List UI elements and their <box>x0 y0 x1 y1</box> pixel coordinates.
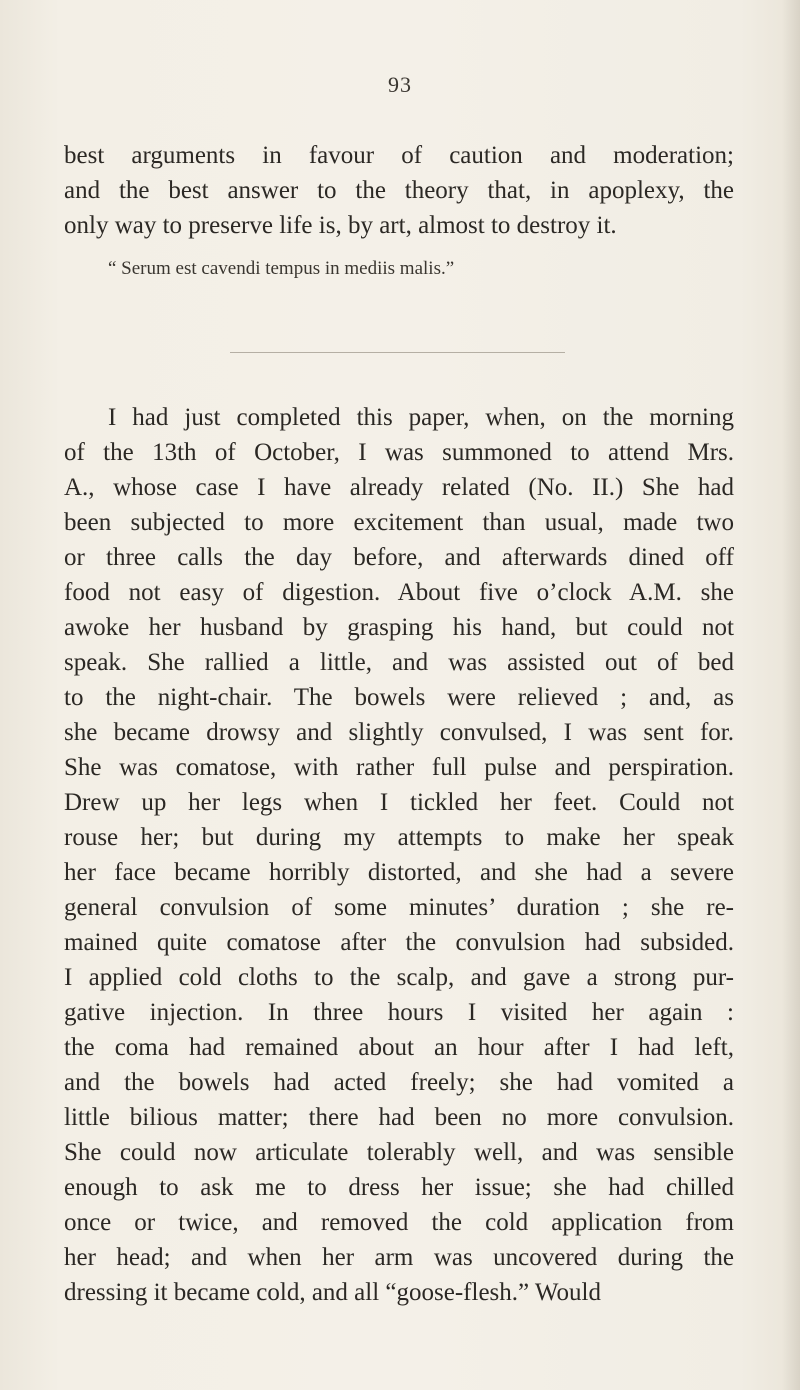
text-line: rouse her; but during my attempts to make her speak <box>64 824 734 851</box>
text-line: mained quite comatose after the convulsion had subsided. <box>64 929 734 956</box>
latin-quote: “ Serum est cavendi tempus in mediis malis.” <box>108 258 455 279</box>
text-line: once or twice, and removed the cold application from <box>64 1209 734 1236</box>
text-line: speak. She rallied a little, and was assisted out of bed <box>64 649 734 676</box>
text-line: her face became horribly distorted, and she had a severe <box>64 859 734 886</box>
text-line: Drew up her legs when I tickled her feet. Could not <box>64 789 734 816</box>
intro-paragraph <box>64 138 734 243</box>
text-line: only way to preserve life is, by art, almost to destroy it. <box>64 212 617 239</box>
page-number: 93 <box>388 72 412 97</box>
text-line: she became drowsy and slightly convulsed, I was sent for. <box>64 719 734 746</box>
text-line: been subjected to more excitement than usual, made two <box>64 509 734 536</box>
text-line: the coma had remained about an hour after I had left, <box>64 1034 734 1061</box>
text-line: of the 13th of October, I was summoned to attend Mrs. <box>64 439 734 466</box>
text-line: She could now articulate tolerably well, and was sensible <box>64 1139 734 1166</box>
text-line: general convulsion of some minutes’ duration ; she re- <box>64 894 734 921</box>
text-line: or three calls the day before, and afterwards dined off <box>64 544 734 571</box>
section-divider <box>230 352 565 353</box>
text-line: awoke her husband by grasping his hand, but could not <box>64 614 734 641</box>
case-paragraph <box>64 400 734 1310</box>
text-line: and the best answer to the theory that, in apoplexy, the <box>64 177 734 204</box>
text-line: dressing it became cold, and all “goose-flesh.” Would <box>64 1279 601 1306</box>
text-line: enough to ask me to dress her issue; she had chilled <box>64 1174 734 1201</box>
text-line: little bilious matter; there had been no more convulsion. <box>64 1104 734 1131</box>
text-line: A., whose case I have already related (No. II.) She had <box>64 474 734 501</box>
text-line: I applied cold cloths to the scalp, and gave a strong pur- <box>64 964 734 991</box>
text-line: to the night-chair. The bowels were relieved ; and, as <box>64 684 734 711</box>
text-line: She was comatose, with rather full pulse and perspiration. <box>64 754 734 781</box>
text-line: best arguments in favour of caution and moderation; <box>64 142 734 169</box>
text-line: I had just completed this paper, when, on the morning <box>108 404 734 431</box>
text-line: her head; and when her arm was uncovered during the <box>64 1244 734 1271</box>
text-line: gative injection. In three hours I visited her again : <box>64 999 734 1026</box>
text-line: and the bowels had acted freely; she had vomited a <box>64 1069 734 1096</box>
text-line: food not easy of digestion. About five o’clock A.M. she <box>64 579 734 606</box>
page-edge-shadow <box>782 0 800 1390</box>
